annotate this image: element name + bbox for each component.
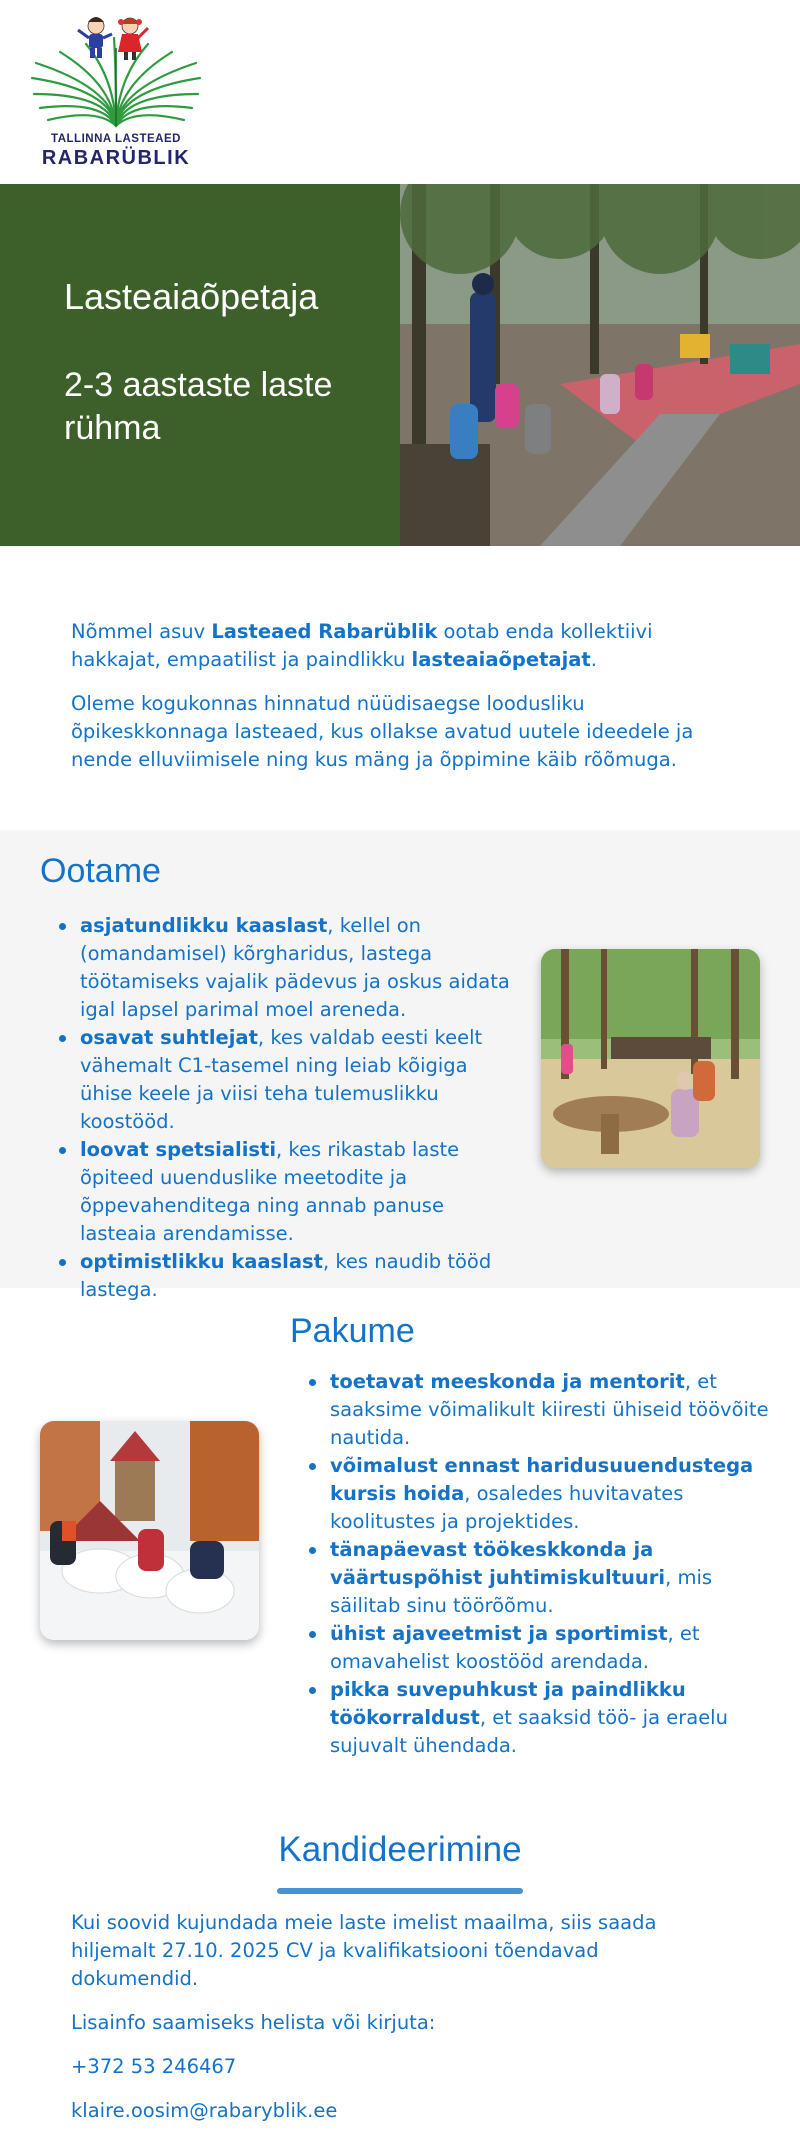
logo-line-2: RABARÜBLIK [41,147,191,169]
list-item-text: , et saaksime võimalikult kiiresti ühiseid töövõite nautida. [330,1370,769,1449]
list-item [290,1620,770,1676]
requirements-list [40,912,520,1304]
intro-paragraph-2: Oleme kogukonnas hinnatud nüüdisaegse loodusliku õpikeskkonnaga lasteaed, kus ollakse avatud uutele ideedele ja nende elluviimisele ning kus mäng ja õppimine käib rõõmuga. [71,692,694,771]
list-item [40,1024,520,1136]
teacher-with-toddlers-playground-photo [400,184,800,546]
list-item-text: , mis säilitab sinu töörõõmu. [330,1566,713,1617]
list-item-bold: osavat suhtlejat [80,1026,258,1049]
requirements-section [0,830,800,1301]
list-item-text: , et saaksid töö- ja eraelu sujuvalt ühendada. [330,1706,728,1757]
mud-kitchen-illustration [541,949,760,1168]
intro-text-part: Nõmmel asuv [71,620,212,643]
offer-list [290,1368,770,1760]
contact-info-label: Lisainfo saamiseks helista või kirjuta: [71,2011,436,2034]
list-item-text: , osaledes huvitavates koolitustes ja projektides. [330,1482,684,1533]
list-item-bold: loovat spetsialisti [80,1138,276,1161]
list-item-text: , kes rikastab laste õpiteed uuenduslike meetodite ja õppevahenditega ning annab panuse lasteaia arendamisse. [80,1138,460,1245]
outdoor-mud-kitchen-photo [541,949,760,1168]
intro-text-part: . [590,648,597,671]
kindergarten-name: Lasteaed Rabarüblik [211,620,438,643]
job-title: Lasteaiaõpetaja [64,276,319,317]
list-item-text: , kellel on (omandamisel) kõrgharidus, lastega töötamiseks vajalik pädevus ja oskus aidata igal lapsel parimal moel areneda. [80,914,510,1021]
application-heading: Kandideerimine [278,1830,522,1869]
list-item-bold: optimistlikku kaaslast [80,1250,323,1273]
kids-and-rhubarb-logo-icon [26,8,206,133]
position-name: lasteaiaõpetajat [411,648,591,671]
hero-banner [0,184,800,546]
list-item-bold: ühist ajaveetmist ja sportimist [330,1622,668,1645]
list-item-bold: toetavat meeskonda ja mentorit [330,1370,685,1393]
kindergarten-logo [26,8,206,176]
list-item-text: , kes valdab eesti keelt vähemalt C1-tasemel ning leiab kõigiga ühise keele ja viisi teha tulemuslikku koostööd. [80,1026,483,1133]
list-item-text: , et omavahelist koostööd arendada. [330,1622,700,1673]
hero-green-panel [0,184,400,546]
contact-email[interactable]: klaire.oosim@rabaryblik.ee [71,2099,338,2122]
intro-paragraph-1 [71,618,721,674]
list-item-text: , kes naudib tööd lastega. [80,1250,492,1301]
requirements-heading: Ootame [40,852,161,890]
list-item-bold: asjatundlikku kaaslast [80,914,328,937]
list-item [290,1676,770,1760]
snow-play-illustration [40,1421,259,1640]
list-item [290,1452,770,1536]
list-item [40,912,520,1024]
offer-heading: Pakume [290,1312,415,1350]
list-item-bold: võimalust ennast haridusuuendustega kursis hoida [330,1454,754,1505]
kids-playing-in-snow-photo [40,1421,259,1640]
list-item [40,1136,520,1248]
list-item-bold: pikka suvepuhkust ja paindlikku töökorraldust [330,1678,686,1729]
heading-underline [277,1888,523,1894]
application-text [71,1909,721,2141]
offer-section [0,1288,800,1768]
application-section [0,1820,800,2154]
logo-line-1: TALLINNA LASTEAED [51,133,181,145]
hero-photo-illustration [400,184,800,546]
list-item [290,1368,770,1452]
list-item-bold: tänapäevast töökeskkonda ja väärtuspõhist juhtimiskultuuri [330,1538,666,1589]
intro-text [71,618,721,790]
list-item [290,1536,770,1620]
contact-phone[interactable]: +372 53 246467 [71,2055,237,2078]
job-subtitle: 2-3 aastaste laste rühma [64,366,333,447]
application-deadline-text: Kui soovid kujundada meie laste imelist maailma, siis saada hiljemalt 27.10. 2025 CV ja kvalifikatsiooni tõendavad dokumendid. [71,1911,657,1990]
intro-text-part: ootab enda kollektiivi hakkajat, empaatilist ja paindlikku [71,620,653,671]
